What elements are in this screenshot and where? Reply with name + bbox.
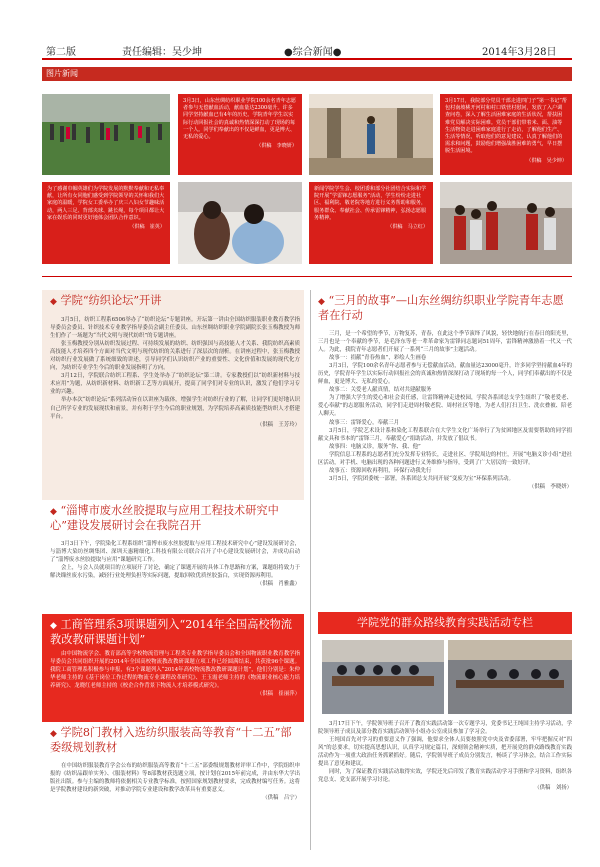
- photo-news-label: 图片新闻: [46, 69, 78, 78]
- photo-news-bar: [42, 67, 572, 81]
- photo-volunteers: [440, 182, 572, 264]
- project-title: [50, 618, 300, 647]
- caption-credit: （供稿 崔英）: [129, 224, 165, 231]
- credit: （供稿 吕宁）: [262, 795, 300, 802]
- textbook-title: [50, 726, 300, 755]
- paragraph: 3月5日，纺织工程系6506举办了“纺织论坛”专题讲座。开坛第一讲由全国纺织服装职业教育教学指导委员会委员、针织技术专业教学指导委员会副主任委员、山东丝绸纺织职业学院副院长张玉梅教授为师生们作了一场题为“当代文明与现代纺织”的专题讲座。: [50, 317, 300, 340]
- paragraph: 学院信息工程系的志愿者们充分发挥专业特长，走进社区、学院周边的村庄，开展“电脑义诊小组”进社区活动，对手机、电脑出现的各种问题进行义务维修与指导，受到了广大居民的一致好评。: [318, 451, 572, 466]
- project-body: [50, 650, 300, 698]
- mass-body: [318, 720, 572, 792]
- caption-text: 为了感谢巾帼英雄们为学院发展的默默奉献和无私奉献，让所有女同胞们感受到学院领导的关怀和我们大家庭的温暖，学院女工委举办了庆三八妇女节趣味活动，两人三足、背部夹球、跳长绳，每个项目都让大家在娱乐的同时更好地体会团队合作意识。: [47, 186, 165, 221]
- credit: （供稿 李晓妍）: [528, 483, 572, 490]
- caption-text: 3月17日，我院部分党员干部走进四门子“第一书记”帮包村南坡桃开河村和村口铁营村慰问，发放了入户调查问卷，深入了解生活困难家庭的生活状况，帮扶困难党员解决实际困难。党员干部们带着米、面、油等生活物资走进困难家庭进行了走访，了解他们生产、生活等情况，听取他们的意见建议，认真了解他们的需求和问题，鼓励他们增强战胜困难的勇气，早日摆脱生活困境。: [445, 98, 567, 155]
- paragraph: 故事四：电脑义诊，服务“你、我、他”: [329, 443, 421, 450]
- forum-body: [50, 316, 300, 429]
- mass-line-banner-text: 学院党的群众路线教育实践活动专栏: [357, 616, 533, 629]
- credit: （供稿 刘扬）: [534, 785, 572, 792]
- photo-blood-donation: [42, 94, 170, 175]
- paragraph: 3月5日，学院团委统一部署，各系团总支共同开展“变废为宝”环保系列活动。: [329, 475, 514, 482]
- diamond-icon: ◆: [50, 621, 57, 631]
- diamond-icon: ◆: [50, 507, 57, 517]
- forum-title-text: 学院“纺织论坛”开讲: [60, 294, 162, 307]
- credit: （供稿 王芳玲）: [256, 421, 300, 428]
- paragraph: 3月17日下午，学院领导班子召开了教育实践活动第一次专题学习，党委书记王纯国主持学习活动，学院领导班子成员及部分教育实践活动领导小组办公室成员参加了学习会。: [318, 721, 572, 736]
- paragraph: 在中国纺织服装教育学会公布的纺织服装高等教育“十二五”部委级规划教材评审工作中，学院组织申报的《纺织品跟单实务》、《服装材料》等8部教材获选题立项，按计划在2015年前完成，并由东华大学出版社出版。参与主编的教师将依据相关专业教学标准，按照国家规划教材要求，完成教材编写任务。这将是学院教材建设的新突破，对推动学院专业建设和教学改革具有重要意义。: [50, 763, 300, 794]
- section-label: ●综合新闻●: [284, 47, 342, 58]
- caption-credit: （供稿 马立红）: [387, 224, 428, 231]
- paragraph: 3月3日，学院100余名青年志愿者参与无偿献血活动，献血量达23000毫升，许多同学坚持献血4年的历史，学院青年学生以实际行动回报社会的真诚和热情深深打动了现场的每一个人，同学们奉献出的不仅是鲜血，更是博大、无私的爱心。: [318, 363, 572, 386]
- photo-caption-box-2: [440, 94, 572, 175]
- textbook-title-text: 学院8门教材入选纺织服装高等教育“十二五”部委级规划教材: [50, 726, 292, 754]
- paragraph: 故事二：关爱老人献真情，结对共建献服务: [329, 387, 432, 394]
- paragraph: 会上，与会人员就项目的立项展开了讨论，确定了课题开展的具体工作思路和方案，课题组将致力于解决缫丝废水污染，减轻行业处理负担等实际问题，提取回收优质丝胶蛋白，实现资源再利用。: [50, 565, 300, 580]
- textbook-body: [50, 762, 300, 802]
- diamond-icon: ◆: [50, 729, 57, 739]
- photo-meeting-2: [448, 640, 572, 714]
- march-title-text: “三月的故事”—山东丝绸纺织职业学院青年志愿者在行动: [318, 294, 564, 322]
- paragraph: 王纯国首先对学习的重要意义作了强调，他要求全体人员要按照党中央及省委部署，牢牢把握反对“四风”的总要求，切实提高思想认识，认真学习规定篇目，深刻领会精神实质，把开展党的群众路线教育实践活动作为一项重大政治任务抓紧抓好。随后，学院领导班子成员分别发言，畅谈了学习体会，结合工作实际提出了意见和建议。: [318, 737, 572, 768]
- credit: （供稿 崔丽萍）: [256, 691, 300, 698]
- paragraph: 3月3日下午，学院染化工程系组织“淄博市废水丝胶提取与应用工程技术研究中心”建设发展研讨会，与淄博大染坊丝绸集团、深圳天惠精细化工科技有限公司联合召开了中心建设发展研讨会，并成功启动了“淄博废水丝胶提取与应用”课题研究工作。: [50, 541, 300, 564]
- paragraph: 故事五：资源回收再利用，环保行动我先行: [329, 467, 432, 474]
- paragraph: 举办本次“纺织论坛”系列活动旨在以讲座为载体，增强学生对纺织行业的了解，让同学们更好地认识自己所学专业的发展现状和前景，并有利于学生今后的职业规划，为学院培养高素质技能型纺织人才搭建平台。: [50, 397, 300, 420]
- photo-caption-box-4: [309, 182, 433, 264]
- paragraph: 三月，是一个希望的季节，万物复苏，青春，在此这个季节演绎了风貌，轻快地航行在春日的阳光里，三月也是一个奉献的季节，是毛泽东等老一辈革命家为雷锋同志题词51周年，雷锋精神激励着一代又一代人。为此，我院青年志愿者们开展了一系列“三月的故事”主题活动。: [318, 331, 572, 354]
- photo-womens-day: [178, 182, 302, 264]
- zibo-body: [50, 540, 300, 588]
- editor-label: 责任编辑：吴少坤: [122, 47, 202, 58]
- photo-hallway: [309, 94, 433, 175]
- diamond-icon: ◆: [50, 297, 57, 307]
- date-label: 2014年3月28日: [482, 47, 557, 58]
- zibo-title: [50, 504, 300, 533]
- caption-text: 3月3日，山东丝绸纺织职业学院100余名青年志愿者参与无偿献血活动，献血量达2300毫升。许多同学坚持献血已有4年的历史。学院青年学生以实际行动回报社会的真诚和热情深深打动了现场的每一个人。同学们奉献出的不仅是鲜血，更是博大、无私的爱心。: [183, 98, 296, 141]
- photo-meeting-1: [322, 640, 444, 714]
- header-rule: [42, 58, 572, 60]
- caption-credit: （供稿 吴少坤）: [526, 157, 567, 164]
- project-title-text: 工商管理系3项课题列入“2014年全国高校物流教改教研课题计划”: [50, 618, 292, 646]
- edition-label: 第二版: [46, 47, 76, 58]
- caption-credit: （供稿 李晓妍）: [256, 143, 297, 150]
- photo-caption-box-3: [42, 182, 170, 264]
- paragraph: 为了增强大学生的爱心和社会责任感，让雷锋精神走进校园，学院各系团总支学生组织了“敬老爱老、爱心奉献”的志愿服务活动，同学们走进周村敬老院、周村社区等地，为老人们打扫卫生、洗衣叠被、陪老人聊天。: [318, 395, 572, 418]
- march-title: [318, 294, 572, 323]
- paragraph: 故事一：捐献“青春热血”，彩绘人生画卷: [329, 355, 427, 362]
- forum-title: [50, 294, 300, 309]
- paragraph: 3月5日，学院艺术设计系和染化工程系联合在大学生文化广场举行了为贫困地区及需要帮助的同学捐献文具和书本的“雷锋三月，奉献爱心”捐助活动，并发放了倡议书。: [318, 427, 572, 442]
- mass-line-banner: [318, 612, 572, 634]
- march-body: [318, 330, 572, 491]
- column-divider: [310, 290, 311, 850]
- credit: （供稿 肖雅鑫）: [256, 581, 300, 588]
- paragraph: 故事三：雷锋爱心，奉献三月: [329, 419, 400, 426]
- page-header: [42, 40, 572, 58]
- paragraph: 张玉梅教授分别从纺织发展过程、可持续发展的纺织、纺织强国与高技能人才关系、我院纺织高素质高技能人才培养四个方面对当代文明与现代纺织的关系进行了深层次的剖析。在讲座过程中，张玉梅教授对纺织行业发展做了系统细致的讲述，引导同学们认识纺织产业的重要性、文化价值和发展的现代化方向，为纺织专业学生今后的职业发展指明了方向。: [50, 341, 300, 372]
- photo-news-divider: [42, 276, 572, 277]
- paragraph: 由中国物流学会、教育部高等学校物流管理与工程类专业教学指导委员会和全国物流职业教育教学指导委员会共同组织开展的2014年全国高校物流教改教研课题立项工作已经圆满结束，共获批96个课题。我院工商管理系积极参与申报，有3个课题列入“2014年高校物流教改教研课题计划”，他们分别是：朱仲华老师主持的《基于岗位工作过程的物流专业课程改革研究》、王玉霞老师主持的《物流职业核心能力培养研究》、龙晓红老师主持的《校企合作背景下物流人才培养模式研究》。: [50, 651, 300, 690]
- zibo-title-text: “淄博市废水丝胶提取与应用工程技术研究中心”建设发展研讨会在我院召开: [50, 504, 279, 532]
- paragraph: 同时，为了保证教育实践活动取得实效，学院还先后印发了教育实践活动学习手册和学习资料，组织各党总支、党支部开展学习讨论。: [318, 769, 572, 784]
- caption-text: 新闻学院学生会、校团委和部分社团结合实际和学院开展“学雷锋志愿服务”活动，学生纷纷走进社区、福利院、敬老院等地方进行义务帮助和服务，服务群众、奉献社会、传承雷锋精神，弘扬志愿服务精神。: [314, 186, 427, 221]
- diamond-icon: ◆: [318, 297, 325, 307]
- photo-caption-box-1: [178, 94, 302, 175]
- paragraph: 3月12日，学院联合纺织工程系、学生处举办了“纺织论坛”第二讲。专家教授们以“纺织新材料与技术应用”为题，从纺织新材料、纺织新工艺等方面展开，提高了同学们对专业的认识，激发了他们学习专业的兴趣。: [50, 373, 300, 396]
